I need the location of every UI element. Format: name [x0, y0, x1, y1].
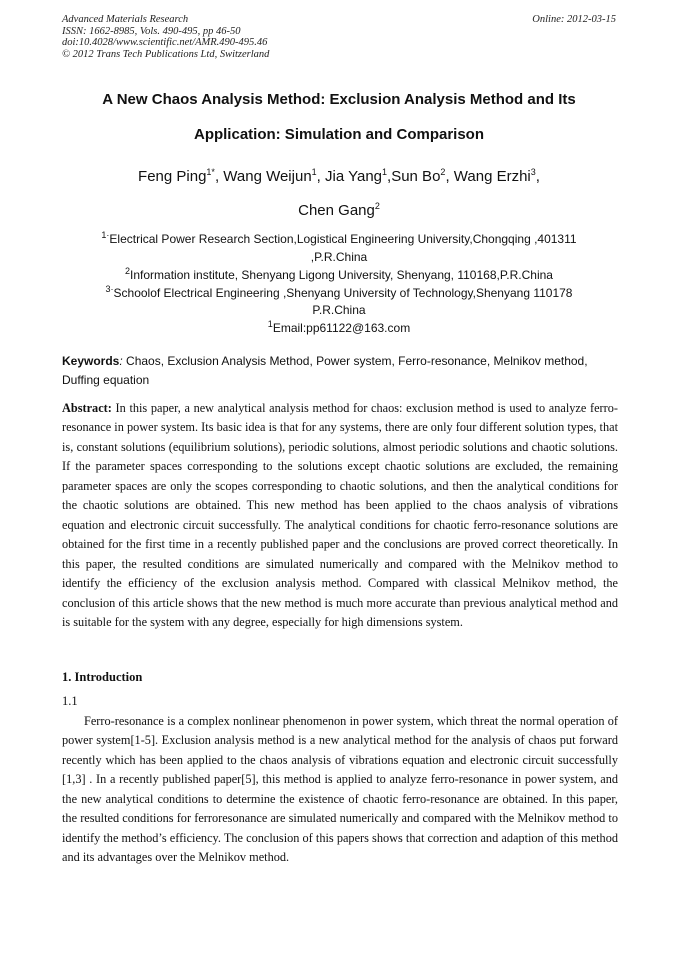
- keywords-colon: :: [119, 354, 123, 368]
- journal-header: [62, 14, 616, 60]
- affiliation-mark: 2: [125, 266, 131, 276]
- author-email: [62, 321, 616, 336]
- author-affiliation-mark: 2: [440, 167, 446, 177]
- introduction-paragraph: Ferro-resonance is a complex nonlinear phenomenon in power system, which threat the normal operation of power system[1-5]. Exclusion analysis method is a new analytical method for the analysis of chaos put forward recently which has been applied to the chaos analysis of vibrations equation and electronic circuit successfully [1,3] . In a recently published paper[5], this method is applied to analyze ferro-resonance in power system, and the new analytical conditions to determine the existence of chaotic ferro-resonance are obtained. In this paper, the resulted conditions for ferroresonance are simulated numerically and compared with the Melnikov method to identify the method’s efficiency. The conclusion of this papers shows that correction and adaption of this method and its advantages over the Melnikov method.: [62, 714, 618, 865]
- affiliation-1-cont: [62, 250, 616, 265]
- author-separator: ,: [316, 168, 326, 185]
- author-separator: ,: [535, 168, 540, 185]
- affiliation-mark: 3·: [105, 284, 114, 294]
- journal-name: Advanced Materials Research: [62, 14, 189, 25]
- author-name: Chen Gang: [298, 202, 375, 219]
- author-affiliation-mark: 3: [530, 167, 536, 177]
- author-list-line-2: [62, 202, 616, 220]
- affiliation-3-cont: [62, 303, 616, 318]
- affiliation-mark: 1: [267, 319, 273, 329]
- online-date: Online: 2012-03-15: [532, 14, 616, 25]
- author-separator: ,: [445, 168, 454, 185]
- paper-title-line-2: Application: Simulation and Comparison: [193, 126, 484, 143]
- author-name: Jia Yang: [325, 168, 383, 185]
- author-name: Sun Bo: [391, 168, 441, 185]
- keywords-block: [62, 352, 618, 390]
- author-name: Feng Ping: [138, 168, 207, 185]
- keywords-label: Keywords: [62, 354, 120, 368]
- journal-copyright: © 2012 Trans Tech Publications Ltd, Switzerland: [62, 48, 270, 60]
- author-name: Wang Weijun: [223, 168, 312, 185]
- section-heading-introduction: 1. Introduction: [62, 670, 143, 684]
- affiliation-1: [62, 232, 616, 247]
- author-separator: ,: [387, 168, 392, 185]
- author-name: Wang Erzhi: [453, 168, 531, 185]
- abstract-text: In this paper, a new analytical analysis method for chaos: exclusion method is used to analyze ferro-resonance in power system. Its basic idea is that for any systems, there are only four different solution types, that is, constant solutions (equilibrium solutions), periodic solutions, almost periodic solutions and chaotic solutions. If the parameter spaces corresponding to the solutions except chaotic solutions are excluded, the remaining parameter spaces are only the scopes corresponding to chaotic solutions, and then the analytical conditions for the chaotic solutions are obtained. This new method has been applied to the chaos analysis of vibrations equation and electronic circuit successfully. The analytical conditions for chaotic ferro-resonance solutions are obtained for the first time in a recently published paper and the conclusions are proved correct theoretically. In this paper, the resulted conditions are simulated numerically and compared with the Melnikov method to identify the efficiency of the exclusion analysis method. Compared with classical Melnikov method, the conclusion of this article shows that the new method is much more accurate than previous analytical method and is suitable for the system with any degree, especially for high dimensions system.: [62, 401, 618, 629]
- abstract-block: [62, 399, 618, 632]
- author-affiliation-mark: 1*: [206, 167, 215, 177]
- affiliation-2: [62, 268, 616, 283]
- affiliation-text: P.R.China: [312, 303, 366, 317]
- author-list-line-1: [62, 168, 616, 186]
- author-affiliation-mark: 2: [374, 201, 380, 211]
- affiliation-text: Information institute, Shenyang Ligong University, Shenyang, 110168,P.R.China: [130, 268, 553, 282]
- affiliation-text: ,P.R.China: [310, 250, 368, 264]
- paper-title-line-1: A New Chaos Analysis Method: Exclusion Analysis Method and Its: [102, 91, 576, 108]
- keywords-text: Chaos, Exclusion Analysis Method, Power system, Ferro-resonance, Melnikov method, Duffing equation: [62, 354, 588, 387]
- author-affiliation-mark: 1: [311, 167, 317, 177]
- abstract-label: Abstract:: [62, 401, 112, 415]
- subsection-number: 1.1: [62, 694, 78, 708]
- affiliation-mark: 1·: [101, 230, 110, 240]
- affiliation-text: Electrical Power Research Section,Logistical Engineering University,Chongqing ,401311: [109, 232, 577, 246]
- email-text: Email:pp61122@163.com: [272, 321, 411, 335]
- journal-doi: doi:10.4028/www.scientific.net/AMR.490-495.46: [62, 37, 268, 48]
- affiliation-text: Schoolof Electrical Engineering ,Shenyang University of Technology,Shenyang 110178: [113, 286, 573, 300]
- author-affiliation-mark: 1: [382, 167, 388, 177]
- affiliation-3: [62, 286, 616, 301]
- journal-issn: ISSN: 1662-8985, Vols. 490-495, pp 46-50: [62, 25, 241, 37]
- author-separator: ,: [214, 168, 224, 185]
